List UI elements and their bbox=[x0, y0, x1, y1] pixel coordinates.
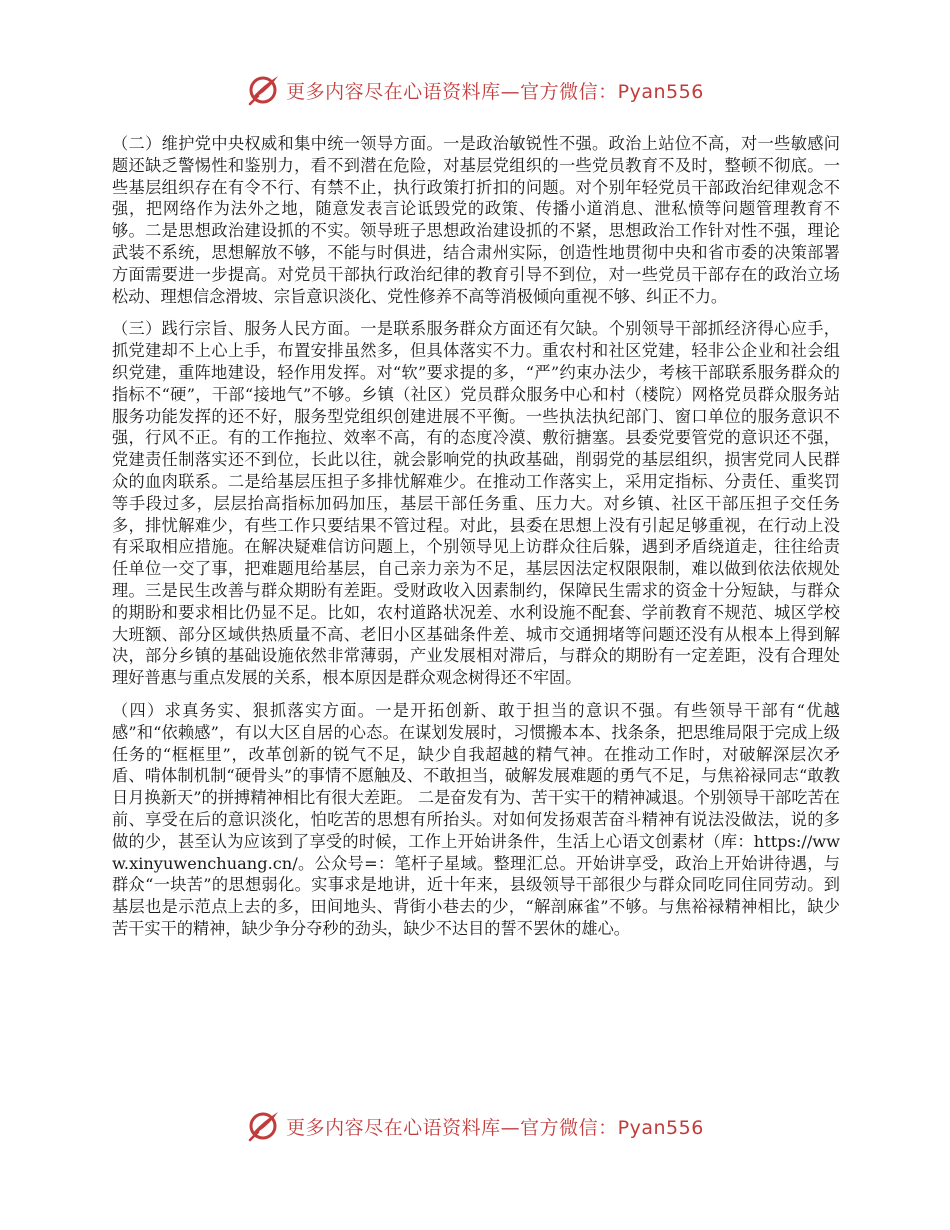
paragraph-section-2: （二）维护党中央权威和集中统一领导方面。一是政治敏锐性不强。政治上站位不高，对一些敏感问题还缺乏警惕性和鉴别力，看不到潜在危险，对基层党组织的一些党员教育不及时，整顿不彻底。一些基层组织存在有令不行、有禁不止，执行政策打折扣的问题。对个别年轻党员干部政治纪律观念不强，把网络作为法外之地，随意发表言论诋毁党的政策、传播小道消息、泄私愤等问题管理教育不够。二是思想政治建设抓的不实。领导班子思想政治建设抓的不紧，思想政治工作针对性不强，理论武装不系统，思想解放不够，不能与时俱进，结合肃州实际，创造性地贯彻中央和省市委的决策部署方面需要进一步提高。对党员干部执行政治纪律的教育引导不到位，对一些党员干部存在的政治立场松动、理想信念滑坡、宗旨意识淡化、党性修养不高等消极倾向重视不够、纠正不力。 bbox=[112, 134, 840, 306]
footer-banner bbox=[0, 1106, 950, 1146]
document-body bbox=[112, 133, 840, 951]
paragraph-section-4: （四）求真务实、狠抓落实方面。一是开拓创新、敢于担当的意识不强。有些领导干部有“优越感”和“依赖感”，有以大区自居的心态。在谋划发展时，习惯搬本本、找条条，把思维局限于完成上级任务的“框框里”，改革创新的锐气不足，缺少自我超越的精气神。在推动工作时，对破解深层次矛盾、啃体制机制“硬骨头”的事情不愿触及、不敢担当，破解发展难题的勇气不足，与焦裕禄同志“敢教日月换新天”的拼搏精神相比有很大差距。 二是奋发有为、苦干实干的精神减退。个别领导干部吃苦在前、享受在后的意识淡化，怕吃苦的思想有所抬头。对如何发扬艰苦奋斗精神有说法没做法，说的多做的少，甚至认为应该到了享受的时候，工作上开始讲条件，生活上心语文创素材（库：https://www.xinyuwenchuang.cn/。公众号=：笔杆子星域。整理汇总。开始讲享受，政治上开始讲待遇，与群众“一块苦”的思想弱化。实事求是地讲，近十年来，县级领导干部很少与群众同吃同住同劳动。到基层也是示范点上去的多，田间地头、背街小巷去的少，“解剖麻雀”不够。与焦裕禄精神相比，缺少苦干实干的精神，缺少争分夺秒的劲头，缺少不达目的誓不罢休的雄心。 bbox=[112, 700, 840, 938]
quill-logo-icon bbox=[246, 72, 282, 108]
banner-text: 更多内容尽在心语资料库—官方微信：Pyan556 bbox=[286, 1116, 704, 1139]
header-banner bbox=[0, 70, 950, 110]
banner-text: 更多内容尽在心语资料库—官方微信：Pyan556 bbox=[286, 80, 704, 103]
quill-logo-icon bbox=[246, 1108, 282, 1144]
paragraph-section-3: （三）践行宗旨、服务人民方面。一是联系服务群众方面还有欠缺。个别领导干部抓经济得心应手，抓党建却不上心上手，布置安排虽然多，但具体落实不力。重农村和社区党建，轻非公企业和社会组织党建，重阵地建设，轻作用发挥。对“软”要求提的多，“严”约束办法少，考核干部联系服务群众的指标不“硬”，干部“接地气”不够。乡镇（社区）党员群众服务中心和村（楼院）网格党员群众服务站服务功能发挥的还不好，服务型党组织创建进展不平衡。一些执法执纪部门、窗口单位的服务意识不强，行风不正。有的工作拖拉、效率不高，有的态度冷漠、敷衍搪塞。县委党要管党的意识还不强，党建责任制落实还不到位，长此以往，就会影响党的执政基础，削弱党的基层组织，损害党同人民群众的血肉联系。二是给基层压担子多排忧解难少。在推动工作落实上，采用定指标、分责任、重奖罚等手段过多，层层抬高指标加码加压，基层干部任务重、压力大。对乡镇、社区干部压担子交任务多，排忧解难少，有些工作只要结果不管过程。对此，县委在思想上没有引起足够重视，在行动上没有采取相应措施。在解决疑难信访问题上，个别领导见上访群众往后躲，遇到矛盾绕道走，往往给责任单位一交了事，把难题甩给基层，自己亲力亲为不足，基层因法定权限限制，难以做到依法依规处理。三是民生改善与群众期盼有差距。受财政收入因素制约，保障民生需求的资金十分短缺，与群众的期盼和要求相比仍显不足。比如，农村道路状况差、水利设施不配套、学前教育不规范、城区学校大班额、部分区域供热质量不高、老旧小区基础条件差、城市交通拥堵等问题还没有从根本上得到解决，部分乡镇的基础设施依然非常薄弱，产业发展相对滞后，与群众的期盼有一定差距，没有合理处理好普惠与重点发展的关系，根本原因是群众观念树得还不牢固。 bbox=[112, 319, 840, 688]
